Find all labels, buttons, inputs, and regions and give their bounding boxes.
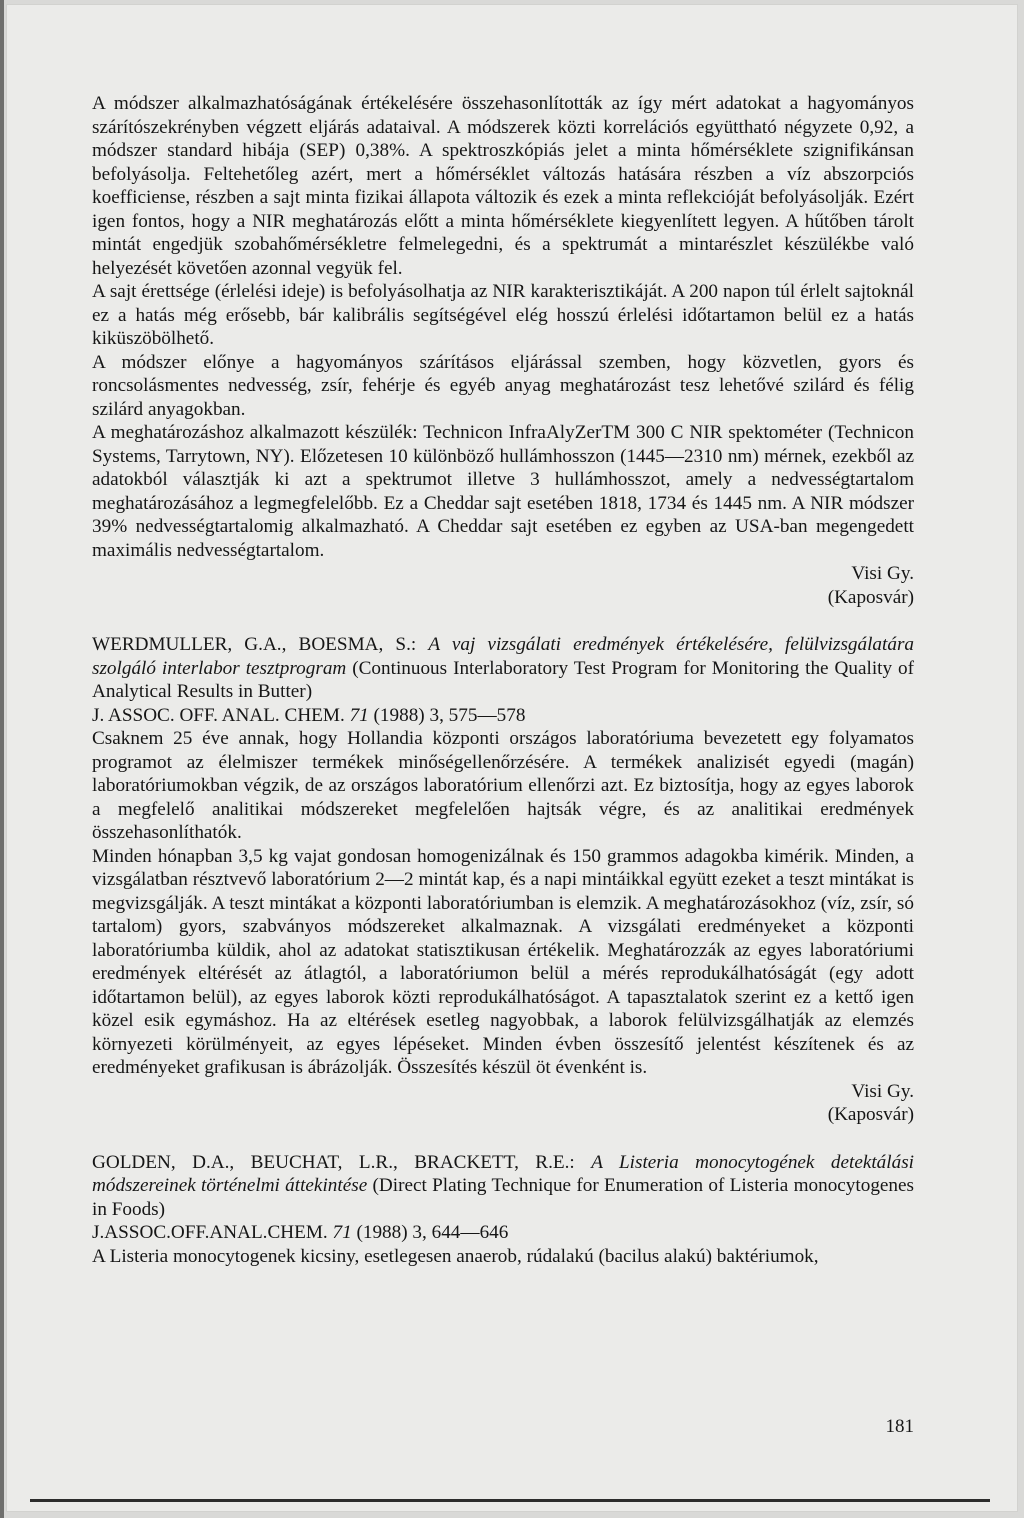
article1-paragraph-1: A módszer alkalmazhatóságának értékelésére összehasonlították az így mért adatokat a hagyományos szárítószekrényben végzett eljárás adataival. A módszerek közti korrelációs együttható négyzete 0,92, a módszer standard hibája (SEP) 0,38%. A spektroszkópiás jelet a minta hőmérséklete szignifikánsan befolyásolja. Feltehetőleg azért, mert a hőmérséklet változás hatására részben a víz abszorpciós koefficiense, részben a sajt minta fizikai állapota változik és ezek a minta reflekcióját befolyásolják. Ezért igen fontos, hogy a NIR meghatározás előtt a minta hőmérséklete kiegyenlített legyen. A hűtőben tárolt mintát engedjük szobahőmérsékletre felmelegedni, és a spektrumát a mintarészlet készülékbe való helyezését követően azonnal vegyük fel.	[92, 93, 914, 279]
article2-reference	[92, 633, 914, 704]
section-gap	[92, 609, 914, 633]
article2-signature-name: Visi Gy.	[851, 1080, 914, 1102]
article2-title-hu: A vaj vizsgálati eredmények értékelésére, felülvizsgálatára szolgáló interlabor tesztprogram	[92, 634, 915, 679]
article1-paragraph-3: A módszer előnye a hagyományos szárításos eljárással szemben, hogy közvetlen, gyors és roncsolásmentes nedvesség, zsír, fehérje és egyéb anyag meghatározást tesz lehetővé szilárd és félig szilárd anyagokban.	[92, 351, 914, 420]
article2-signature-place: (Kaposvár)	[827, 1104, 914, 1125]
article3-paragraph-1: A Listeria monocytogenek kicsiny, esetlegesen anaerob, rúdalakú (bacilus alakú) baktériumok,	[92, 1245, 819, 1267]
page-text-column	[92, 92, 914, 1268]
scan-left-edge	[0, 0, 4, 1518]
article2-journal: J. ASSOC. OFF. ANAL. CHEM.	[92, 704, 345, 726]
article1-paragraph-2: A sajt érettsége (érlelési ideje) is befolyásolhatja az NIR karakterisztikáját. A 200 napon túl érlelt sajtoknál ez a hatás még erősebb, bár kalibrális segítségével elég hosszú érlelési időtartamon belül ez a hatás kiküszöbölhető.	[92, 281, 914, 349]
article3-journal: J.ASSOC.OFF.ANAL.CHEM.	[92, 1222, 328, 1243]
article1-signature-name: Visi Gy.	[851, 563, 914, 584]
article2-volume: 71	[349, 704, 369, 726]
article2-authors: WERDMULLER, G.A., BOESMA, S.:	[92, 634, 417, 655]
article2-paragraph-1: Csaknem 25 éve annak, hogy Hollandia központi országos laboratóriuma bevezetett egy folyamatos programot az élelmiszer termékek minőségellenőrzésére. A termékek analizisét egyedi (magán) laboratóriumokban végzik, de az országos laboratórium ellenőrzi azt. Ez biztosítja, hogy az egyes laborok a megfelelő analitikai módszereket megfelelően hajtsák végre, és az analitikai eredmények összehasonlíthatók.	[92, 728, 914, 843]
article2-paragraph-2: Minden hónapban 3,5 kg vajat gondosan homogenizálnak és 150 grammos adagokba kimérik. Minden, a vizsgálatban résztvevő laboratórium 2—2 mintát kap, és a napi mintáikkal együtt ezeket a teszt mintákat is megvizsgálják. A teszt mintákat a központi laboratóriumban is elemzik. A meghatározásokhoz (víz, zsír, só tartalom) gyors, szabványos módszereket alkalmaznak. A vizsgálati eredményeket a központi laboratóriumba küldik, ahol az adatokat statisztikusan értékelik. Meghatározzák az egyes laboratóriumi eredmények eltérését az átlagtól, a laboratóriumon belül a mérés reprodukálhatóságát (egy adott időtartamon belül), az egyes laborok közti reprodukálhatóságot. A tapasztalatok szerint ez a kettő igen közel esik egymáshoz. Ha az eltérések esetleg nagyobbak, a laborok felülvizsgálhatják az elemzés környezeti körülményeit, az egyes lépéseket. Minden évben összesítő jelentést készítenek és az eredményeket grafikusan is ábrázolják. Összesítés készül öt évenként is.	[92, 845, 914, 1078]
article3-citation	[92, 1221, 914, 1245]
article3-issue: (1988) 3, 644—646	[356, 1222, 509, 1243]
article3-title-en: (Direct Plating Technique for Enumeration of Listeria monocytogenes in Foods)	[92, 1175, 915, 1220]
article1-paragraph-4: A meghatározáshoz alkalmazott készülék: Technicon InfraAlyZerTM 300 C NIR spektométer (Technicon Systems, Tarrytown, NY). Előzetesen 10 különböző hullámhosszon (1445—2310 nm) mérnek, ezekből az adatokból választják ki azt a spektrumot illetve 3 hullámhosszot, amely a nedvességtartalom meghatározásához a legmegfelelőbb. Ez a Cheddar sajt esetében 1818, 1734 és 1445 nm. A NIR módszer 39% nedvességtartalomig alkalmazható. A Cheddar sajt esetében ez egyben az USA-ban megengedett maximális nedvességtartalom.	[92, 422, 914, 561]
article2-citation	[92, 704, 914, 728]
article1-signature-place: (Kaposvár)	[827, 586, 914, 608]
article3-volume: 71	[332, 1222, 352, 1243]
article3-authors: GOLDEN, D.A., BEUCHAT, L.R., BRACKETT, R.E.:	[92, 1151, 575, 1173]
section-gap	[92, 1127, 914, 1151]
article2-title-en: (Continuous Interlaboratory Test Program for Monitoring the Quality of Analytical Results in Butter)	[92, 657, 915, 702]
page-number: 181	[885, 1416, 914, 1437]
article3-reference	[92, 1151, 914, 1222]
bottom-rule	[30, 1499, 990, 1502]
article2-issue: (1988) 3, 575—578	[373, 704, 526, 726]
article3-title-hu: A Listeria monocytogének detektálási módszereinek történelmi áttekintése	[92, 1151, 914, 1196]
